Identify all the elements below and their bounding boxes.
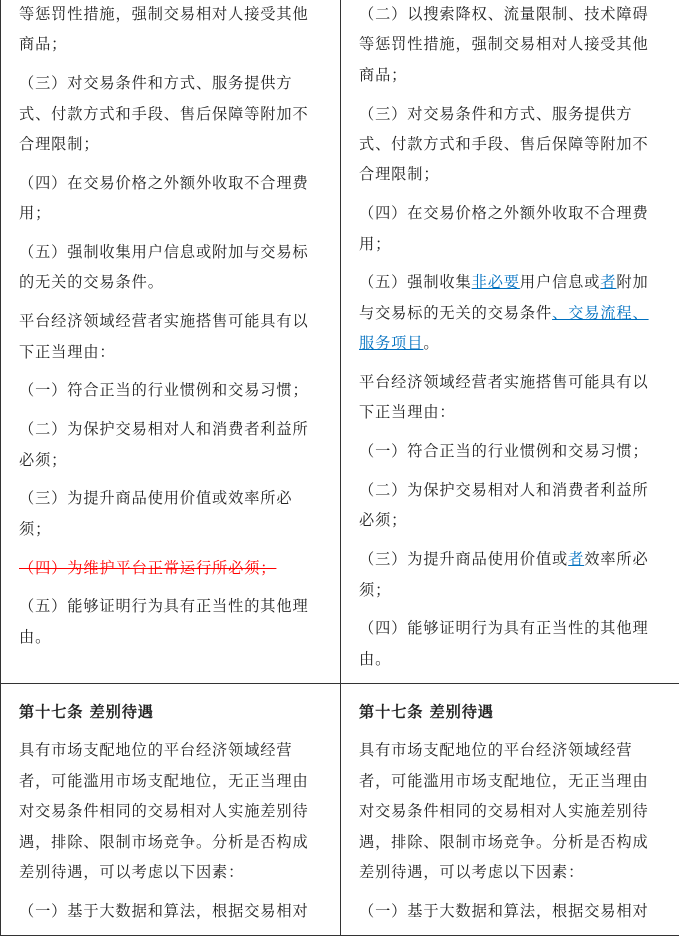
- inserted-text: 者: [568, 550, 584, 568]
- article-body: 具有市场支配地位的平台经济领域经营 者，可能滥用市场支配地位，无正当理由 对交易条件相同的交易相对人实施差别待 遇，排除、限制市场竞争。分析是否构成 差别待遇，可以考虑以下因素：: [359, 735, 661, 887]
- paragraph: （一）符合正当的行业惯例和交易习惯；: [19, 375, 322, 405]
- inserted-text: 、交易流程、: [552, 304, 649, 322]
- paragraph: 平台经济领域经营者实施搭售可能具有以 下正当理由：: [359, 367, 661, 428]
- left-cell-original: [1, 0, 341, 683]
- paragraph: 等惩罚性措施，强制交易相对人接受其他 商品；: [19, 0, 322, 60]
- paragraph: （五）能够证明行为具有正当性的其他理 由。: [19, 591, 322, 652]
- inserted-text: 者: [600, 273, 616, 291]
- paragraph: （四）在交易价格之外额外收取不合理费 用；: [359, 198, 661, 259]
- right-cell-revised: [341, 0, 679, 683]
- article-item: （一）基于大数据和算法，根据交易相对: [359, 896, 661, 926]
- paragraph: （三）对交易条件和方式、服务提供方 式、付款方式和手段、售后保障等附加不 合理限制；: [359, 99, 661, 190]
- article-title: 第十七条 差别待遇: [359, 697, 661, 727]
- inserted-text: 服务项目: [359, 334, 423, 352]
- paragraph: （三）为提升商品使用价值或效率所必 须；: [19, 483, 322, 544]
- paragraph: （一）符合正当的行业惯例和交易习惯；: [359, 436, 661, 466]
- paragraph: （四）能够证明行为具有正当性的其他理 由。: [359, 613, 661, 674]
- deleted-paragraph: [19, 553, 322, 583]
- paragraph: （五）强制收集用户信息或附加与交易标 的无关的交易条件。: [19, 237, 322, 298]
- inserted-text: 非必要: [472, 273, 520, 291]
- deleted-text: （四）为维护平台正常运行所必须；: [19, 559, 276, 577]
- article-item: （一）基于大数据和算法，根据交易相对: [19, 896, 322, 926]
- paragraph: （三）对交易条件和方式、服务提供方 式、付款方式和手段、售后保障等附加不 合理限制；: [19, 68, 322, 159]
- table-row: [1, 683, 679, 935]
- article-title: 第十七条 差别待遇: [19, 697, 322, 727]
- paragraph: （四）在交易价格之外额外收取不合理费 用；: [19, 168, 322, 229]
- paragraph-with-insertions: （五）强制收集非必要用户信息或者附加 与交易标的无关的交易条件、交易流程、 服务项目。: [359, 267, 661, 358]
- right-cell-article: [341, 683, 679, 935]
- paragraph: （二）为保护交易相对人和消费者利益所 必须；: [359, 475, 661, 536]
- paragraph: （二）以搜索降权、流量限制、技术障碍 等惩罚性措施，强制交易相对人接受其他 商品；: [359, 0, 661, 90]
- table-row: [1, 0, 679, 683]
- left-cell-article: [1, 683, 341, 935]
- paragraph: （二）为保护交易相对人和消费者利益所 必须；: [19, 414, 322, 475]
- article-body: 具有市场支配地位的平台经济领域经营 者，可能滥用市场支配地位，无正当理由 对交易条件相同的交易相对人实施差别待 遇，排除、限制市场竞争。分析是否构成 差别待遇，可以考虑以下因素：: [19, 735, 322, 887]
- paragraph-with-insertions: （三）为提升商品使用价值或者效率所必 须；: [359, 544, 661, 605]
- paragraph: 平台经济领域经营者实施搭售可能具有以 下正当理由：: [19, 306, 322, 367]
